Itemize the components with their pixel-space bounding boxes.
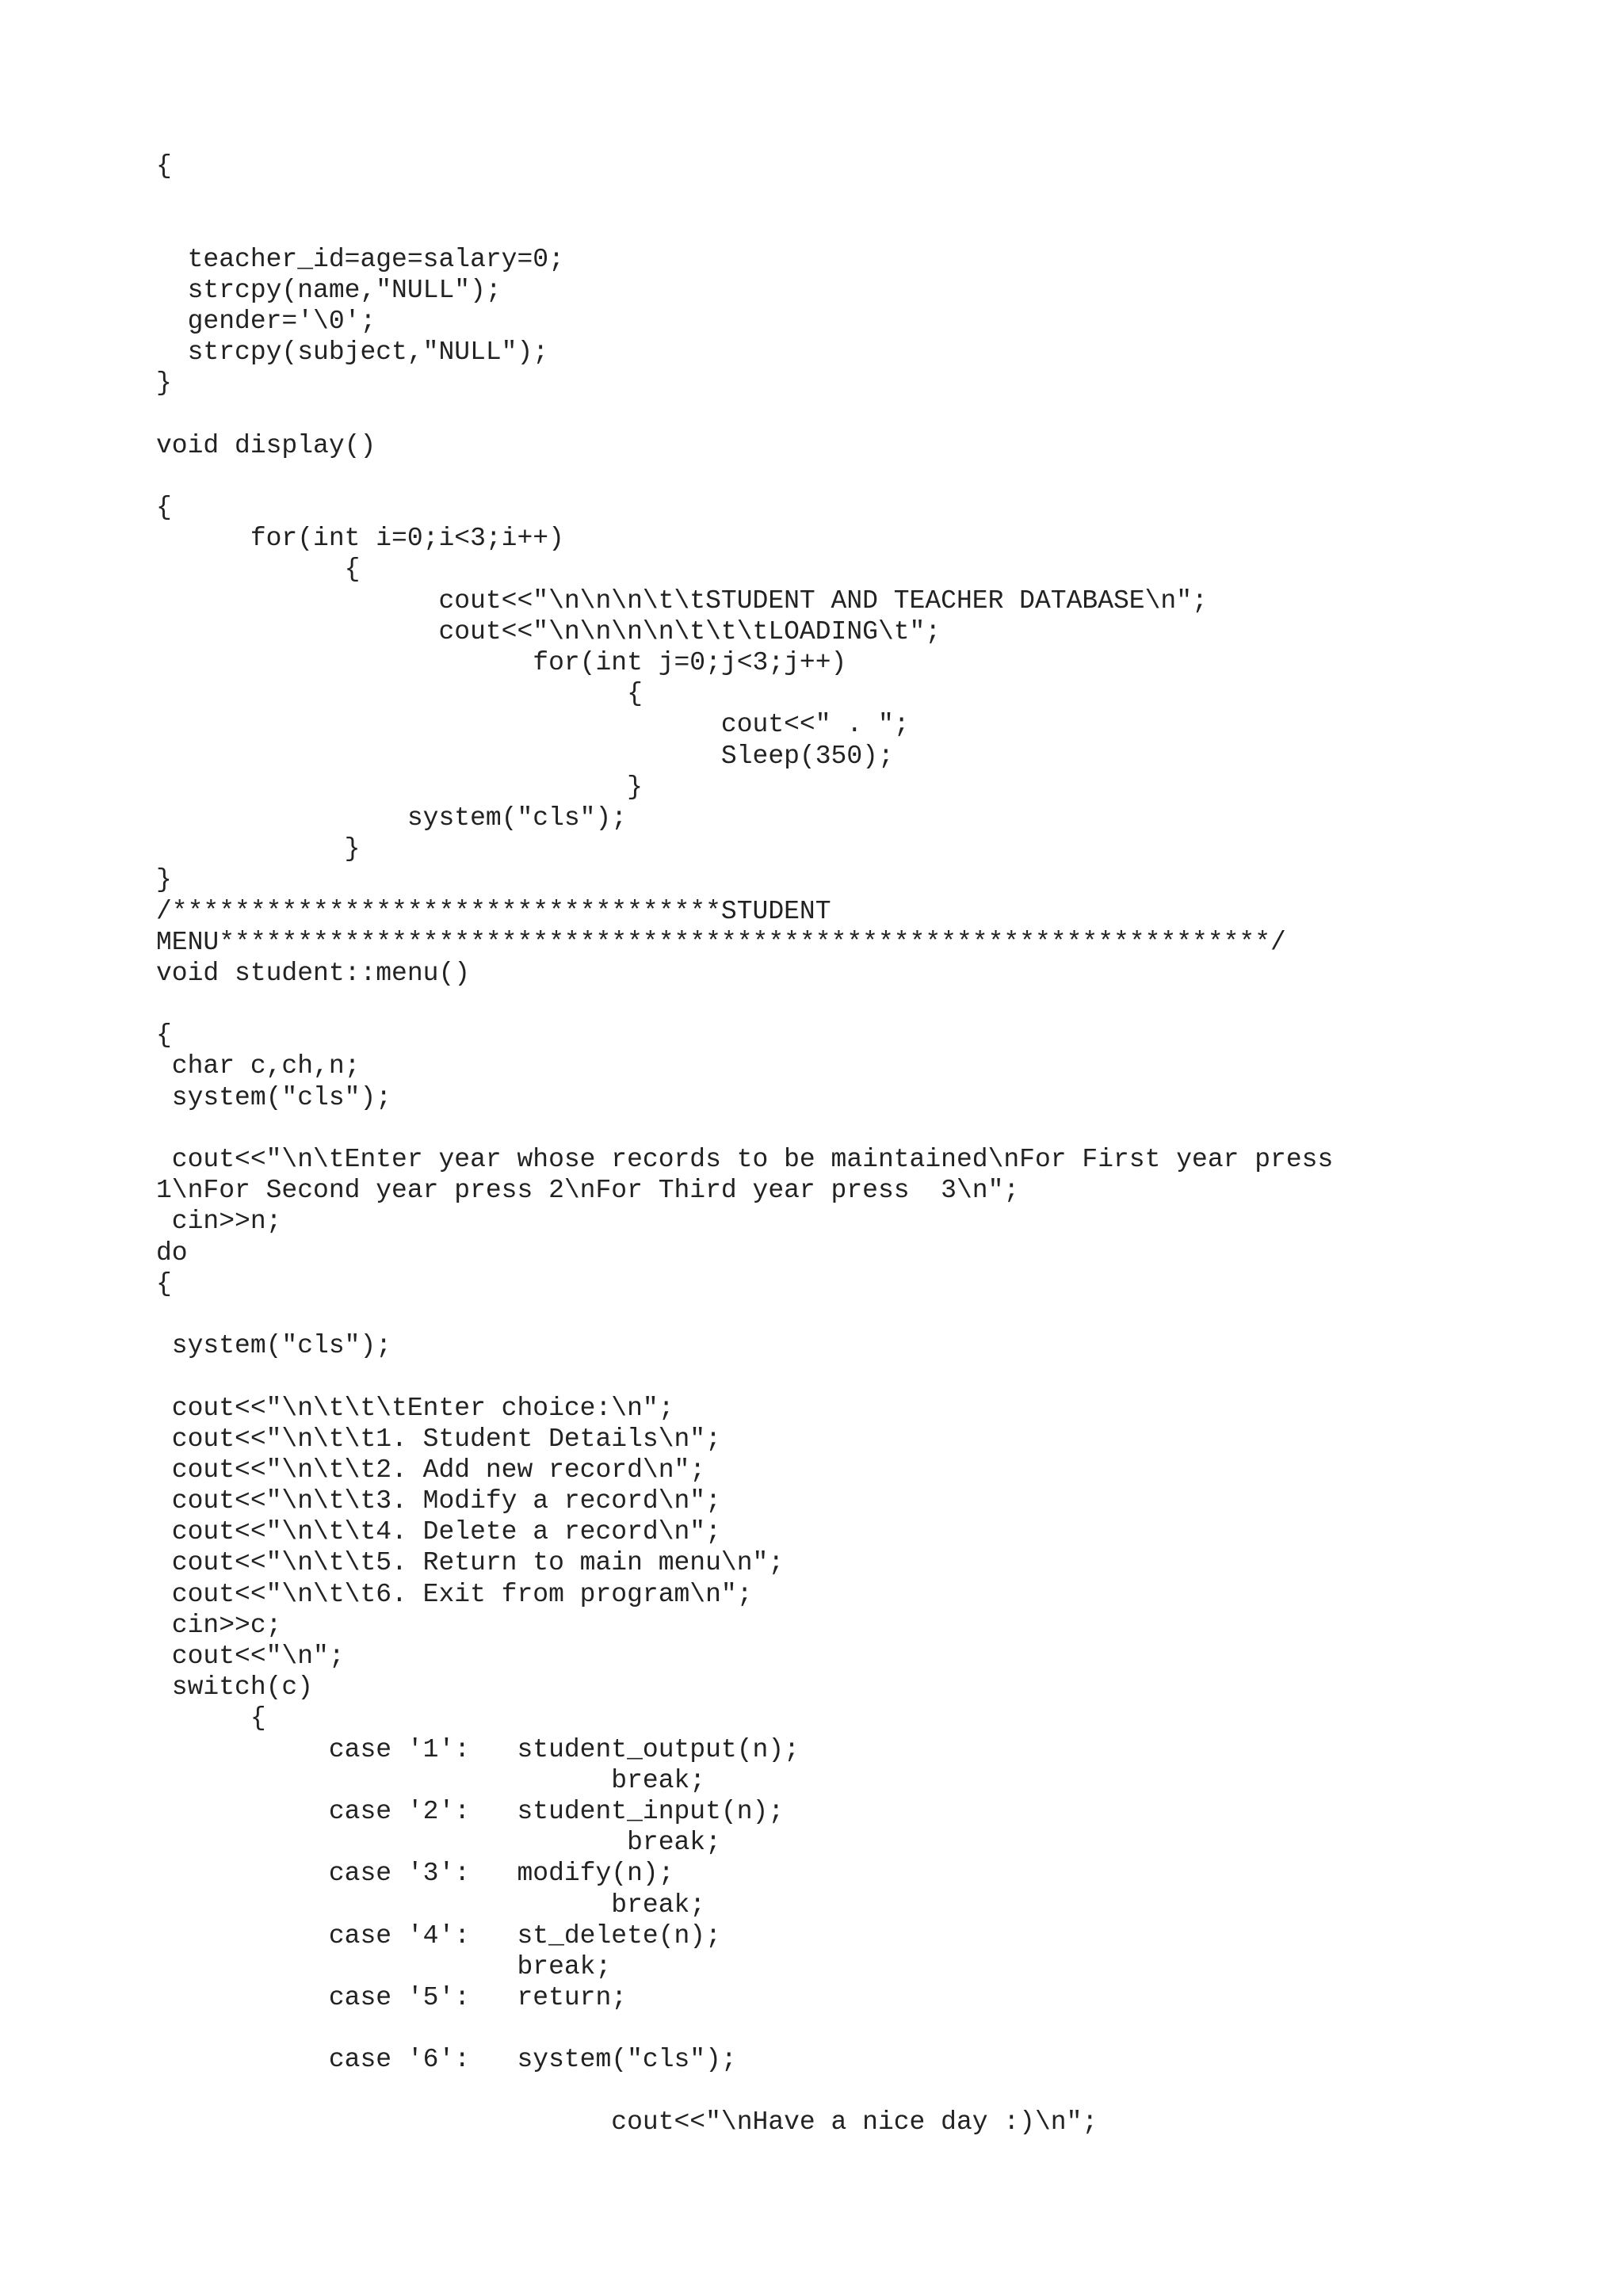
code-line: do [156,1238,188,1268]
code-line: cout<<"\n\n\n\n\t\t\tLOADING\t"; [156,616,941,646]
code-line: cout<<"\n\n\n\t\tSTUDENT AND TEACHER DATABASE\n"; [156,585,1208,616]
code-line: cout<<" . "; [156,710,910,740]
code-line: case '5': return; [156,1983,628,2013]
code-line: { [156,1703,266,1733]
code-line: break; [156,1951,612,1981]
code-line: } [156,368,172,399]
code-line: char c,ch,n; [156,1051,361,1081]
code-line: MENU*******************************************************************/ [156,927,1286,957]
code-line: switch(c) [156,1672,314,1703]
code-line: for(int i=0;i<3;i++) [156,524,564,554]
code-line: system("cls"); [156,1082,392,1112]
code-line: for(int j=0;j<3;j++) [156,648,847,677]
code-line: cout<<"\n"; [156,1642,345,1671]
code-line: case '1': student_output(n); [156,1734,800,1764]
code-line [156,399,1333,430]
code-line [156,461,1333,492]
code-line: break; [156,1890,706,1920]
code-line: { [156,679,643,709]
code-line [156,212,1333,243]
code-line: teacher_id=age=salary=0; [156,244,564,274]
code-line: { [156,1020,172,1051]
code-line: { [156,493,172,523]
code-line: system("cls"); [156,1331,392,1361]
code-line: { [156,1268,172,1299]
code-line: void student::menu() [156,958,471,988]
code-line: cout<<"\n\t\t1. Student Details\n"; [156,1424,721,1454]
code-line: 1\nFor Second year press 2\nFor Third year press 3\n"; [156,1176,1020,1206]
code-line [156,2013,1333,2044]
code-line: gender='\0'; [156,306,376,336]
code-listing [156,151,1333,2138]
code-line: cout<<"\n\t\t5. Return to main menu\n"; [156,1548,785,1578]
code-line: case '2': student_input(n); [156,1796,785,1826]
code-line [156,181,1333,212]
code-line: void display() [156,430,376,460]
code-line: case '4': st_delete(n); [156,1920,721,1951]
code-line: cout<<"\n\t\t\tEnter choice:\n"; [156,1393,674,1423]
code-line: /***********************************STUDENT [156,896,831,926]
code-line [156,2076,1333,2107]
code-line [156,1113,1333,1144]
code-line: cout<<"\n\t\t4. Delete a record\n"; [156,1517,721,1547]
code-line: strcpy(subject,"NULL"); [156,338,549,368]
code-line: case '3': modify(n); [156,1859,674,1889]
code-line: } [156,865,172,895]
code-line: cout<<"\nHave a nice day :)\n"; [156,2107,1098,2137]
code-line: system("cls"); [156,803,628,833]
code-line: strcpy(name,"NULL"); [156,275,502,305]
code-line: cin>>c; [156,1610,282,1640]
code-line: cout<<"\n\t\t2. Add new record\n"; [156,1455,706,1485]
code-line [156,1299,1333,1330]
code-line: cout<<"\n\tEnter year whose records to be maintained\nFor First year press [156,1145,1334,1174]
code-line: { [156,151,172,181]
code-line [156,989,1333,1020]
code-line: Sleep(350); [156,741,894,771]
code-line: } [156,772,643,802]
code-line [156,1361,1333,1392]
code-line: case '6': system("cls"); [156,2045,737,2075]
code-line: cin>>n; [156,1207,282,1237]
code-line: cout<<"\n\t\t3. Modify a record\n"; [156,1486,721,1516]
code-line: } [156,834,361,864]
code-line: { [156,555,361,585]
code-line: break; [156,1828,721,1858]
code-line: break; [156,1765,706,1795]
code-line: cout<<"\n\t\t6. Exit from program\n"; [156,1579,753,1609]
